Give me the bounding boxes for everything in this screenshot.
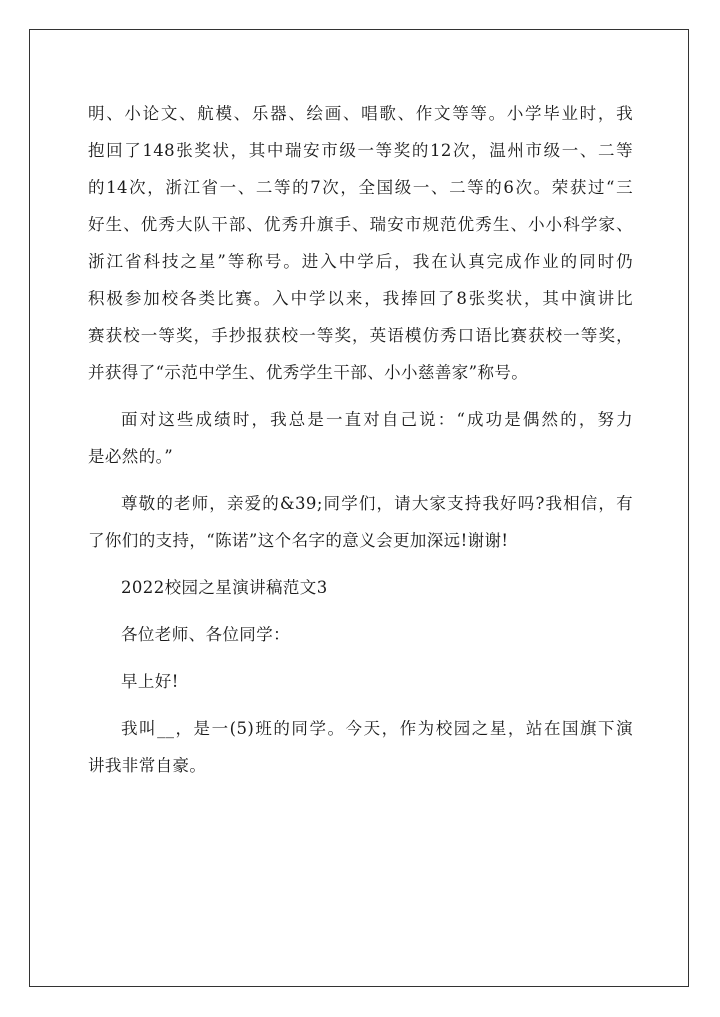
heading-text: 2022校园之星演讲稿范文3 bbox=[121, 578, 328, 597]
paragraph-salutation bbox=[88, 616, 633, 653]
text-line: 的14次，浙江省一、二等的7次，全国级一、二等的6次。荣获过“三 bbox=[88, 178, 633, 197]
text-line: 好生、优秀大队干部、优秀升旗手、瑞安市规范优秀生、小小科学家、 bbox=[88, 215, 633, 234]
paragraph-greeting bbox=[88, 663, 633, 700]
text-line: 浙江省科技之星”等称号。进入中学后，我在认真完成作业的同时仍 bbox=[88, 252, 633, 271]
text-line: 赛获校一等奖，手抄报获校一等奖，英语模仿秀口语比赛获校一等奖， bbox=[88, 326, 633, 345]
text-line: 各位老师、各位同学： bbox=[121, 625, 290, 644]
text-line: 积极参加校各类比赛。入中学以来，我捧回了8张奖状，其中演讲比 bbox=[88, 289, 633, 308]
text-line: 讲我非常自豪。 bbox=[88, 756, 207, 775]
paragraph-appeal bbox=[88, 485, 633, 559]
text-line: 明、小论文、航模、乐器、绘画、唱歌、作文等等。小学毕业时，我 bbox=[88, 104, 633, 123]
paragraph-intro bbox=[88, 710, 633, 784]
text-line: 并获得了“示范中学生、优秀学生干部、小小慈善家”称号。 bbox=[88, 363, 529, 382]
text-line: 尊敬的老师，亲爱的&39;同学们，请大家支持我好吗?我相信，有 bbox=[121, 494, 633, 513]
text-line: 面对这些成绩时，我总是一直对自己说：“成功是偶然的，努力 bbox=[121, 410, 633, 429]
text-line: 抱回了148张奖状，其中瑞安市级一等奖的12次，温州市级一、二等 bbox=[88, 141, 633, 160]
document-body bbox=[88, 95, 633, 784]
paragraph-achievements bbox=[88, 95, 633, 391]
text-line: 了你们的支持，“陈诺”这个名字的意义会更加深远!谢谢! bbox=[88, 531, 509, 550]
text-line: 早上好! bbox=[121, 672, 179, 691]
text-line: 我叫__，是一(5)班的同学。今天，作为校园之星，站在国旗下演 bbox=[121, 719, 633, 738]
section-heading bbox=[88, 569, 633, 606]
paragraph-motto bbox=[88, 401, 633, 475]
text-line: 是必然的。” bbox=[88, 447, 174, 466]
